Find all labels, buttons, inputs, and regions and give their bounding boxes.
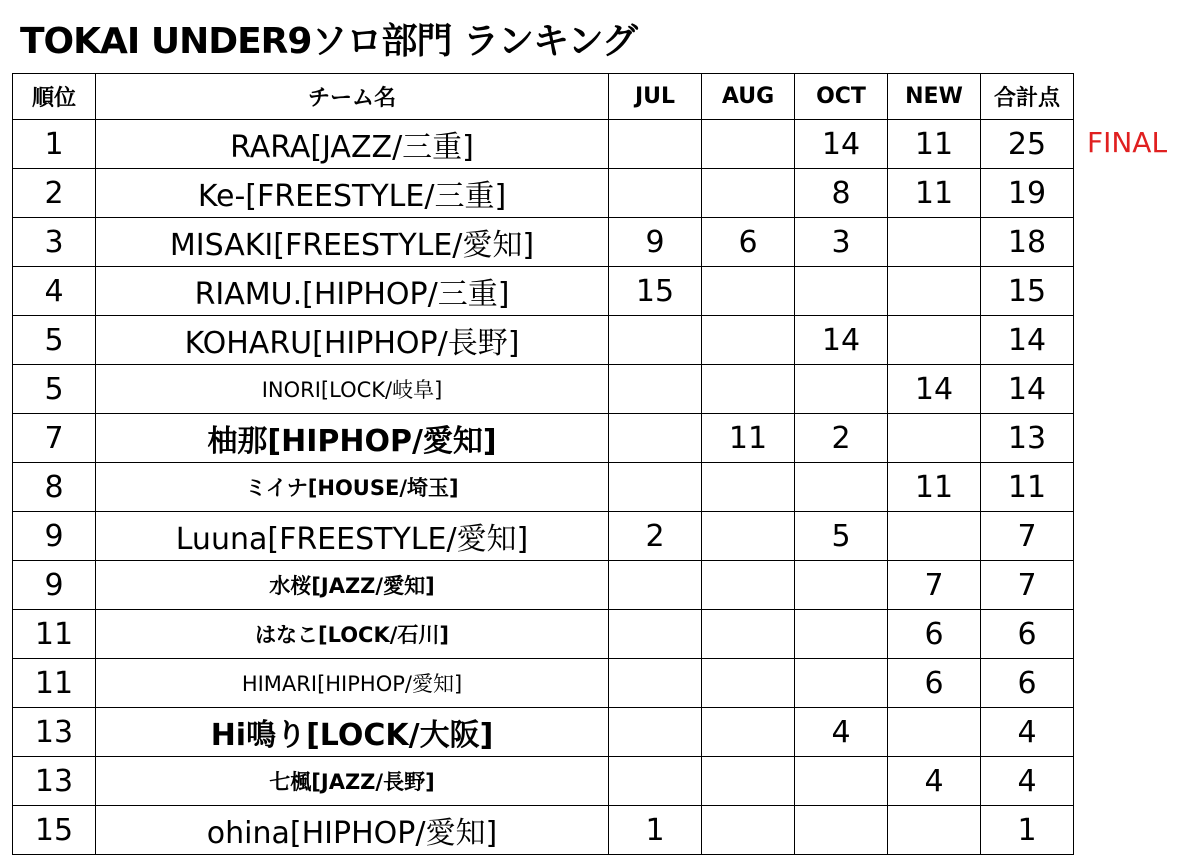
total-cell: 13: [981, 414, 1074, 463]
oct-cell: 4: [795, 708, 888, 757]
team-cell: 七楓[JAZZ/長野]: [96, 757, 609, 806]
jul-cell: [609, 414, 702, 463]
jul-cell: [609, 610, 702, 659]
jul-cell: [609, 463, 702, 512]
team-cell: はなこ[LOCK/石川]: [96, 610, 609, 659]
new-cell: 11: [888, 463, 981, 512]
jul-cell: 15: [609, 267, 702, 316]
total-cell: 25: [981, 120, 1074, 169]
total-cell: 19: [981, 169, 1074, 218]
aug-cell: 11: [702, 414, 795, 463]
rank-cell: 3: [13, 218, 96, 267]
aug-cell: [702, 316, 795, 365]
table-row: [13, 659, 1074, 708]
table-row: [13, 169, 1074, 218]
oct-cell: [795, 610, 888, 659]
team-cell: Hi鳴り[LOCK/大阪]: [96, 708, 609, 757]
jul-cell: [609, 120, 702, 169]
total-cell: 18: [981, 218, 1074, 267]
new-cell: [888, 316, 981, 365]
total-cell: 7: [981, 561, 1074, 610]
table-row: [13, 267, 1074, 316]
oct-cell: 8: [795, 169, 888, 218]
new-cell: [888, 806, 981, 855]
total-cell: 4: [981, 708, 1074, 757]
aug-cell: [702, 708, 795, 757]
table-row: [13, 218, 1074, 267]
aug-cell: [702, 267, 795, 316]
rank-cell: 7: [13, 414, 96, 463]
oct-cell: [795, 806, 888, 855]
new-cell: 7: [888, 561, 981, 610]
rank-cell: 15: [13, 806, 96, 855]
new-cell: [888, 512, 981, 561]
header-total: 合計点: [981, 74, 1074, 120]
team-cell: ohina[HIPHOP/愛知]: [96, 806, 609, 855]
table-row: [13, 512, 1074, 561]
aug-cell: [702, 757, 795, 806]
table-row: [13, 120, 1074, 169]
table-row: [13, 806, 1074, 855]
jul-cell: 9: [609, 218, 702, 267]
rank-cell: 2: [13, 169, 96, 218]
aug-cell: [702, 365, 795, 414]
oct-cell: [795, 561, 888, 610]
total-cell: 14: [981, 365, 1074, 414]
table-row: [13, 365, 1074, 414]
total-cell: 6: [981, 610, 1074, 659]
team-cell: RIAMU.[HIPHOP/三重]: [96, 267, 609, 316]
new-cell: [888, 218, 981, 267]
total-cell: 14: [981, 316, 1074, 365]
final-label: FINAL: [1087, 126, 1168, 159]
jul-cell: [609, 316, 702, 365]
table-row: [13, 610, 1074, 659]
aug-cell: [702, 463, 795, 512]
aug-cell: [702, 659, 795, 708]
header-aug: AUG: [702, 74, 795, 120]
oct-cell: 2: [795, 414, 888, 463]
team-cell: INORI[LOCK/岐阜]: [96, 365, 609, 414]
jul-cell: [609, 561, 702, 610]
total-cell: 6: [981, 659, 1074, 708]
new-cell: 6: [888, 659, 981, 708]
new-cell: 14: [888, 365, 981, 414]
total-cell: 11: [981, 463, 1074, 512]
header-row: [13, 74, 1074, 120]
new-cell: 4: [888, 757, 981, 806]
oct-cell: [795, 757, 888, 806]
aug-cell: [702, 120, 795, 169]
total-cell: 15: [981, 267, 1074, 316]
jul-cell: [609, 365, 702, 414]
jul-cell: 1: [609, 806, 702, 855]
header-jul: JUL: [609, 74, 702, 120]
aug-cell: [702, 610, 795, 659]
rank-cell: 11: [13, 659, 96, 708]
team-cell: 柚那[HIPHOP/愛知]: [96, 414, 609, 463]
team-cell: HIMARI[HIPHOP/愛知]: [96, 659, 609, 708]
table-row: [13, 463, 1074, 512]
header-rank: 順位: [13, 74, 96, 120]
rank-cell: 9: [13, 561, 96, 610]
rank-cell: 13: [13, 757, 96, 806]
team-cell: ミイナ[HOUSE/埼玉]: [96, 463, 609, 512]
rank-cell: 5: [13, 316, 96, 365]
table-row: [13, 561, 1074, 610]
team-cell: MISAKI[FREESTYLE/愛知]: [96, 218, 609, 267]
new-cell: [888, 414, 981, 463]
table-row: [13, 757, 1074, 806]
table-header: [13, 74, 1074, 120]
table-body: [13, 120, 1074, 855]
total-cell: 7: [981, 512, 1074, 561]
aug-cell: [702, 806, 795, 855]
aug-cell: [702, 169, 795, 218]
page-title: TOKAI UNDER9ソロ部門 ランキング: [20, 21, 637, 62]
rank-cell: 11: [13, 610, 96, 659]
ranking-table: [12, 73, 1074, 855]
jul-cell: [609, 169, 702, 218]
rank-cell: 8: [13, 463, 96, 512]
aug-cell: [702, 512, 795, 561]
team-cell: RARA[JAZZ/三重]: [96, 120, 609, 169]
rank-cell: 1: [13, 120, 96, 169]
oct-cell: [795, 659, 888, 708]
total-cell: 4: [981, 757, 1074, 806]
table-row: [13, 708, 1074, 757]
new-cell: 11: [888, 169, 981, 218]
header-new: NEW: [888, 74, 981, 120]
aug-cell: [702, 561, 795, 610]
oct-cell: [795, 463, 888, 512]
team-cell: Ke-[FREESTYLE/三重]: [96, 169, 609, 218]
oct-cell: [795, 365, 888, 414]
jul-cell: [609, 659, 702, 708]
jul-cell: [609, 708, 702, 757]
header-team: チーム名: [96, 74, 609, 120]
jul-cell: [609, 757, 702, 806]
table-row: [13, 316, 1074, 365]
oct-cell: 14: [795, 120, 888, 169]
total-cell: 1: [981, 806, 1074, 855]
team-cell: KOHARU[HIPHOP/長野]: [96, 316, 609, 365]
rank-cell: 9: [13, 512, 96, 561]
team-cell: Luuna[FREESTYLE/愛知]: [96, 512, 609, 561]
table-row: [13, 414, 1074, 463]
aug-cell: 6: [702, 218, 795, 267]
oct-cell: 5: [795, 512, 888, 561]
rank-cell: 4: [13, 267, 96, 316]
new-cell: 11: [888, 120, 981, 169]
new-cell: [888, 708, 981, 757]
new-cell: 6: [888, 610, 981, 659]
new-cell: [888, 267, 981, 316]
oct-cell: [795, 267, 888, 316]
jul-cell: 2: [609, 512, 702, 561]
rank-cell: 5: [13, 365, 96, 414]
header-oct: OCT: [795, 74, 888, 120]
oct-cell: 3: [795, 218, 888, 267]
oct-cell: 14: [795, 316, 888, 365]
team-cell: 水桜[JAZZ/愛知]: [96, 561, 609, 610]
rank-cell: 13: [13, 708, 96, 757]
